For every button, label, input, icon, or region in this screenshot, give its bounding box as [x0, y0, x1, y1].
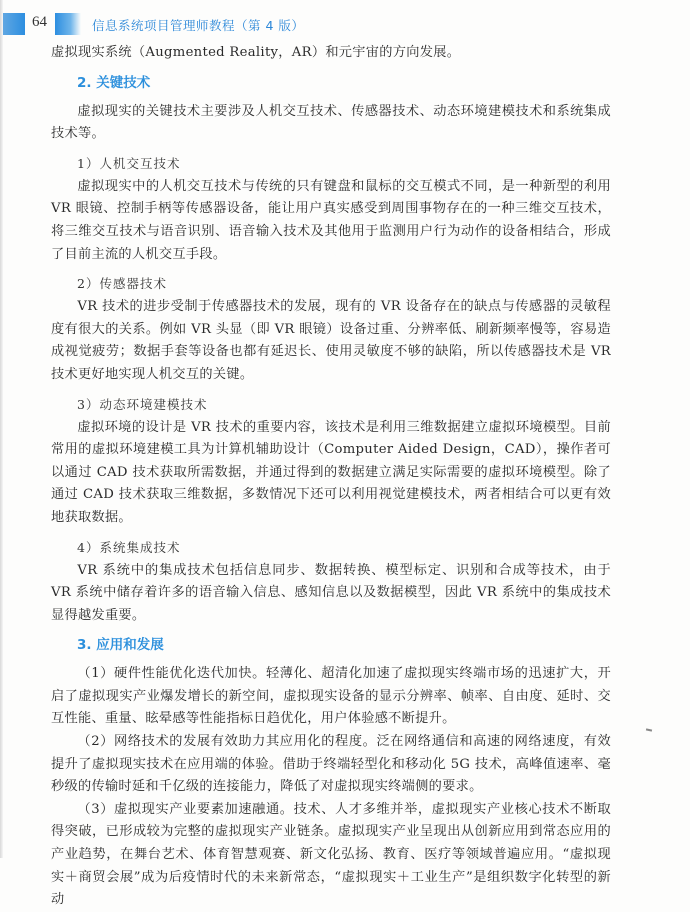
subsection-body-sensor: VR 技术的进步受制于传感器技术的发展，现有的 VR 设备存在的缺点与传感器的灵敏程度有很大的关系。例如 VR 头显（即 VR 眼镜）设备过重、分辨率低、刷新频率慢等，容易造成视觉疲劳；数据手套等设备也都有延迟长、使用灵敏度不够的缺陷，所以传感器技术是 VR 技术更好地实现人机交互的关键。 — [51, 299, 611, 382]
header-accent-bar-right — [55, 13, 81, 35]
page-number: 64 — [32, 14, 47, 30]
running-header — [0, 13, 690, 35]
application-paragraph-3: （3）虚拟现实产业要素加速融通。技术、人才多维并举，虚拟现实产业核心技术不断取得突破，已形成较为完整的虚拟现实产业链条。虚拟现实产业呈现出从创新应用到常态应用的产业趋势，在舞台艺术、体育智慧观赛、新文化弘扬、教育、医疗等领域普遍应用。“虚拟现实＋商贸会展”成为后疫情时代的未来新常态，“虚拟现实＋工业生产”是组织数字化转型的新动 — [51, 801, 611, 908]
subsection-heading-integration: 4）系统集成技术 — [77, 539, 181, 555]
section-intro: 虚拟现实的关键技术主要涉及人机交互技术、传感器技术、动态环境建模技术和系统集成技术等。 — [51, 103, 611, 142]
page-edge — [0, 0, 3, 858]
section-heading-key-technologies: 2. 关键技术 — [77, 74, 151, 91]
header-accent-bar-left — [3, 13, 25, 35]
subsection-body-hci: 虚拟现实中的人机交互技术与传统的只有键盘和鼠标的交互模式不同，是一种新型的利用 VR 眼镜、控制手柄等传感器设备，能让用户真实感受到周围事物存在的一种三维交互技术，将三维交互技术与语音识别、语音输入技术及其他用于监测用户行为动作的设备相结合，形成了目前主流的人机交互手段。 — [51, 178, 611, 262]
subsection-body-modeling: 虚拟环境的设计是 VR 技术的重要内容，该技术是利用三维数据建立虚拟环境模型。目前常用的虚拟环境建模工具为计算机辅助设计（Computer Aided Design，CAD），操作者可以通过 CAD 技术获取所需数据，并通过得到的数据建立满足实际需要的虚拟环境模型。除了通过 CAD 技术获取三维数据，多数情况下还可以利用视觉建模技术，两者相结合可以更有效地获取数据。 — [51, 419, 611, 525]
scan-mark — [646, 728, 652, 731]
book-title: 信息系统项目管理师教程（第 4 版） — [92, 18, 305, 33]
subsection-heading-modeling: 3）动态环境建模技术 — [77, 396, 208, 412]
section-heading-application: 3. 应用和发展 — [77, 637, 164, 654]
subsection-heading-hci: 1）人机交互技术 — [77, 155, 181, 171]
page-body — [51, 42, 611, 912]
subsection-heading-sensor: 2）传感器技术 — [77, 276, 167, 292]
intro-fragment: 虚拟现实系统（Augmented Reality，AR）和元宇宙的方向发展。 — [51, 45, 461, 60]
application-paragraph-2: （2）网络技术的发展有效助力其应用化的程度。泛在网络通信和高速的网络速度，有效提升了虚拟现实技术在应用端的体验。借助于终端轻型化和移动化 5G 技术，高峰值速率、毫秒级的传输时延和千亿级的连接能力，降低了对虚拟现实终端侧的要求。 — [51, 734, 611, 795]
subsection-body-integration: VR 系统中的集成技术包括信息同步、数据转换、模型标定、识别和合成等技术，由于 VR 系统中储存着许多的语音输入信息、感知信息以及数据模型，因此 VR 系统中的集成技术显得越发重要。 — [51, 562, 611, 623]
application-paragraph-1: （1）硬件性能优化迭代加快。轻薄化、超清化加速了虚拟现实终端市场的迅速扩大，开启了虚拟现实产业爆发增长的新空间，虚拟现实设备的显示分辨率、帧率、自由度、延时、交互性能、重量、眩晕感等性能指标日趋优化，用户体验感不断提升。 — [51, 666, 611, 727]
